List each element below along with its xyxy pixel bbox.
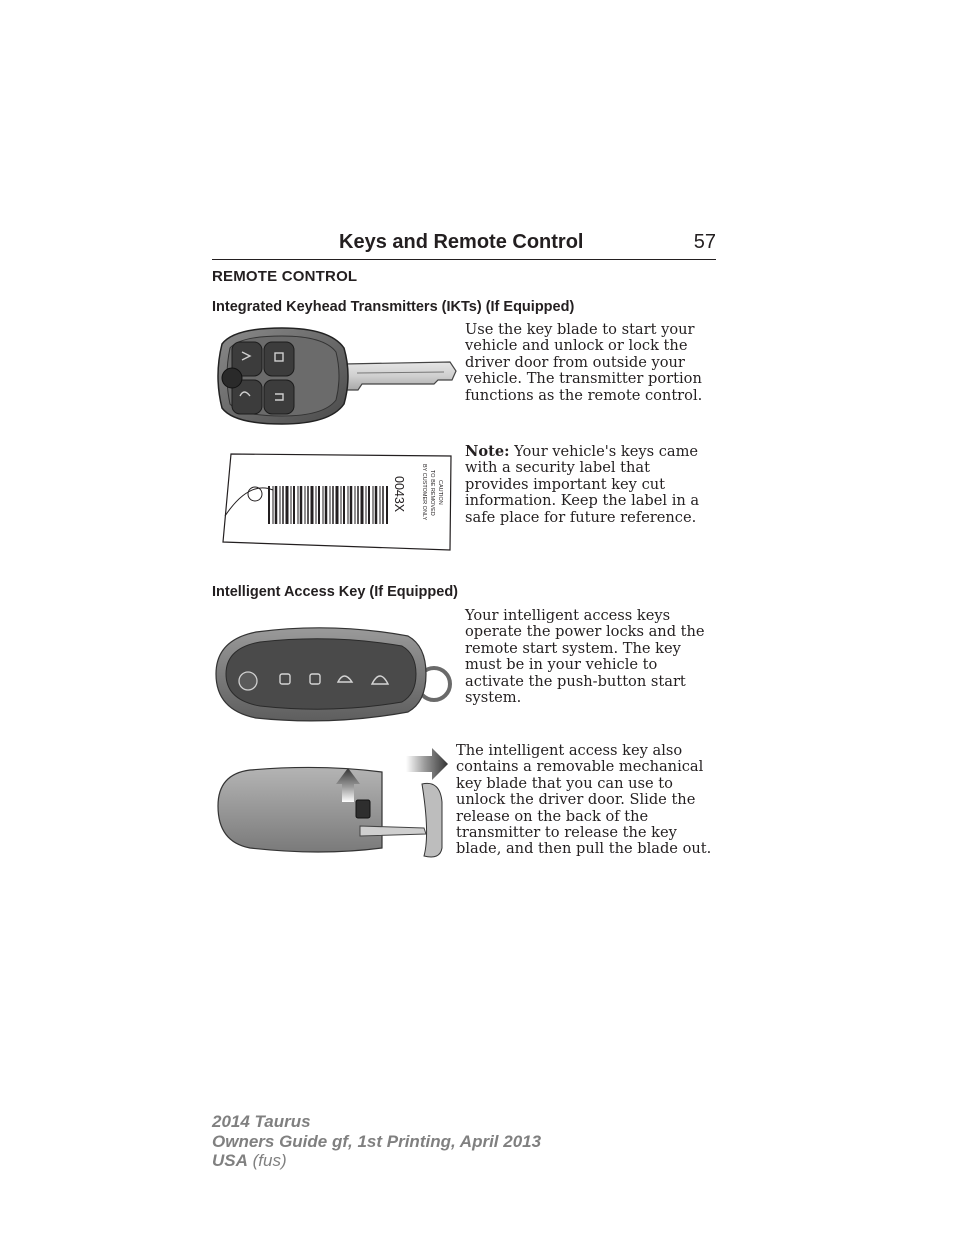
page-header xyxy=(212,229,716,260)
chapter-title: Keys and Remote Control xyxy=(339,231,584,253)
security-label-caution: CAUTION xyxy=(437,480,443,505)
footer-guide-edition: Owners Guide gf, 1st Printing, April 2013 xyxy=(212,1131,542,1151)
page-footer xyxy=(212,1112,541,1171)
section-title: REMOTE CONTROL xyxy=(212,268,358,285)
iak-heading: Intelligent Access Key (If Equipped) xyxy=(212,584,459,600)
ikt-note xyxy=(465,444,717,526)
footer-model: 2014 Taurus xyxy=(212,1112,311,1131)
footer-market xyxy=(212,1151,541,1171)
security-label-illustration xyxy=(221,452,453,552)
footer-market-code: (fus) xyxy=(247,1151,287,1170)
footer-market-bold: USA xyxy=(212,1151,248,1170)
ikt-heading: Integrated Keyhead Transmitters (IKTs) (If Equipped) xyxy=(212,299,575,315)
security-label-line2: TO BE REMOVED xyxy=(429,470,435,516)
security-label-line3: BY CUSTOMER ONLY xyxy=(421,464,427,521)
security-label-code: 0043X xyxy=(392,476,406,513)
note-text: Your vehicle's keys came with a security label that provides important key cut information. Keep the label in a safe place for future reference. xyxy=(465,443,700,526)
iak-blade-description: The intelligent access key also contains a removable mechanical key blade that you can use to unlock the driver door. Slide the release on the back of the transmitter to release the key blade, and then pull the blade out. xyxy=(456,742,712,858)
intelligent-access-key-illustration xyxy=(212,624,458,724)
iak-description: Your intelligent access keys operate the power locks and the remote start system. The key must be in your vehicle to activate the push-button start system. xyxy=(465,607,705,707)
ikt-description: Use the key blade to start your vehicle and unlock or lock the driver door from outside your vehicle. The transmitter portion functions as the remote control. xyxy=(465,321,703,404)
ikt-key-illustration xyxy=(212,324,458,428)
page-number: 57 xyxy=(693,231,716,253)
note-label: Note: xyxy=(465,443,510,460)
key-blade-release-illustration xyxy=(210,744,458,860)
